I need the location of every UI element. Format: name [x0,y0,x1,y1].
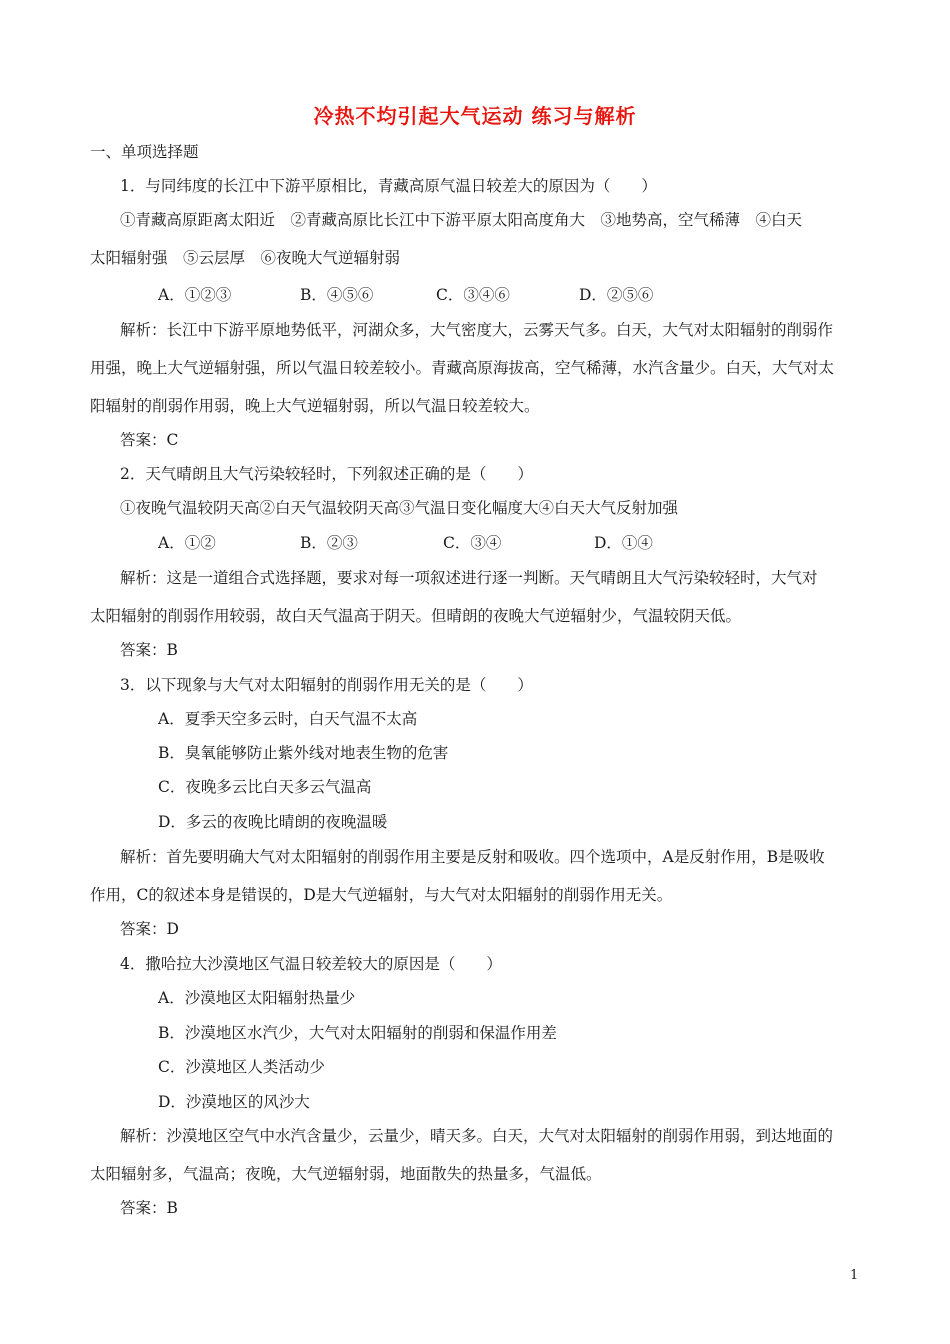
q2-options [158,533,653,553]
q3-option-c: C．夜晚多云比白天多云气温高 [158,778,372,796]
q1-statements-line2: 太阳辐射强 ⑤云层厚 ⑥夜晚大气逆辐射弱 [90,249,401,267]
q3-analysis-line2: 作用，C的叙述本身是错误的，D是大气逆辐射，与大气对太阳辐射的削弱作用无关。 [90,886,673,904]
q1-option-b: B．④⑤⑥ [300,286,374,304]
q3-option-a: A．夏季天空多云时，白天气温不太高 [158,710,418,728]
q4-option-a: A．沙漠地区太阳辐射热量少 [158,989,356,1007]
q2-option-d: D．①④ [594,534,653,552]
q3-option-b: B．臭氧能够防止紫外线对地表生物的危害 [158,744,449,762]
q2-statements: ①夜晚气温较阴天高②白天气温较阴天高③气温日变化幅度大④白天大气反射加强 [120,499,679,517]
section-heading: 一、单项选择题 [90,143,199,161]
q1-answer: 答案：C [120,431,179,449]
q1-analysis-line2: 用强，晚上大气逆辐射强，所以气温日较差较小。青藏高原海拔高，空气稀薄，水汽含量少。白天，大气对太 [90,359,835,377]
q3-answer: 答案：D [120,920,179,938]
q4-option-b: B．沙漠地区水汽少，大气对太阳辐射的削弱和保温作用差 [158,1024,557,1042]
q4-answer: 答案：B [120,1199,178,1217]
q1-statements-line1: ①青藏高原距离太阳近 ②青藏高原比长江中下游平原太阳高度角大 ③地势高，空气稀薄 ④白天 [120,211,803,229]
q2-option-b: B．②③ [300,534,358,552]
q4-stem: 4．撒哈拉大沙漠地区气温日较差较大的原因是（ ） [120,955,502,973]
q1-option-d: D．②⑤⑥ [579,286,654,304]
page-number: 1 [850,1268,859,1283]
q4-option-c: C．沙漠地区人类活动少 [158,1058,325,1076]
q4-analysis-line1: 解析：沙漠地区空气中水汽含量少，云量少，晴天多。白天，大气对太阳辐射的削弱作用弱，到达地面的 [120,1127,834,1145]
q4-analysis-line2: 太阳辐射多，气温高；夜晚，大气逆辐射弱，地面散失的热量多，气温低。 [90,1165,602,1183]
q4-option-d: D．沙漠地区的风沙大 [158,1093,310,1111]
q2-option-c: C．③④ [443,534,502,552]
q1-stem: 1．与同纬度的长江中下游平原相比，青藏高原气温日较差大的原因为（ ） [120,177,657,195]
q2-answer: 答案：B [120,641,178,659]
q3-option-d: D．多云的夜晚比晴朗的夜晚温暖 [158,813,388,831]
q2-analysis-line1: 解析：这是一道组合式选择题，要求对每一项叙述进行逐一判断。天气晴朗且大气污染较轻时，大气对 [120,569,818,587]
document-title: 冷热不均引起大气运动 练习与解析 [313,104,637,128]
q1-option-a: A．①②③ [158,286,232,304]
q3-stem: 3．以下现象与大气对太阳辐射的削弱作用无关的是（ ） [120,676,533,694]
q1-analysis-line3: 阳辐射的削弱作用弱，晚上大气逆辐射弱，所以气温日较差较大。 [90,397,540,415]
q2-option-a: A．①② [158,534,216,552]
q2-stem: 2．天气晴朗且大气污染较轻时，下列叙述正确的是（ ） [120,465,533,483]
q1-option-c: C．③④⑥ [436,286,510,304]
q1-analysis-line1: 解析：长江中下游平原地势低平，河湖众多，大气密度大，云雾天气多。白天，大气对太阳辐射的削弱作 [120,321,834,339]
q2-analysis-line2: 太阳辐射的削弱作用较弱，故白天气温高于阴天。但晴朗的夜晚大气逆辐射少，气温较阴天低。 [90,607,742,625]
q1-options [158,285,653,305]
q3-analysis-line1: 解析：首先要明确大气对太阳辐射的削弱作用主要是反射和吸收。四个选项中，A是反射作用，B是吸收 [120,848,825,866]
